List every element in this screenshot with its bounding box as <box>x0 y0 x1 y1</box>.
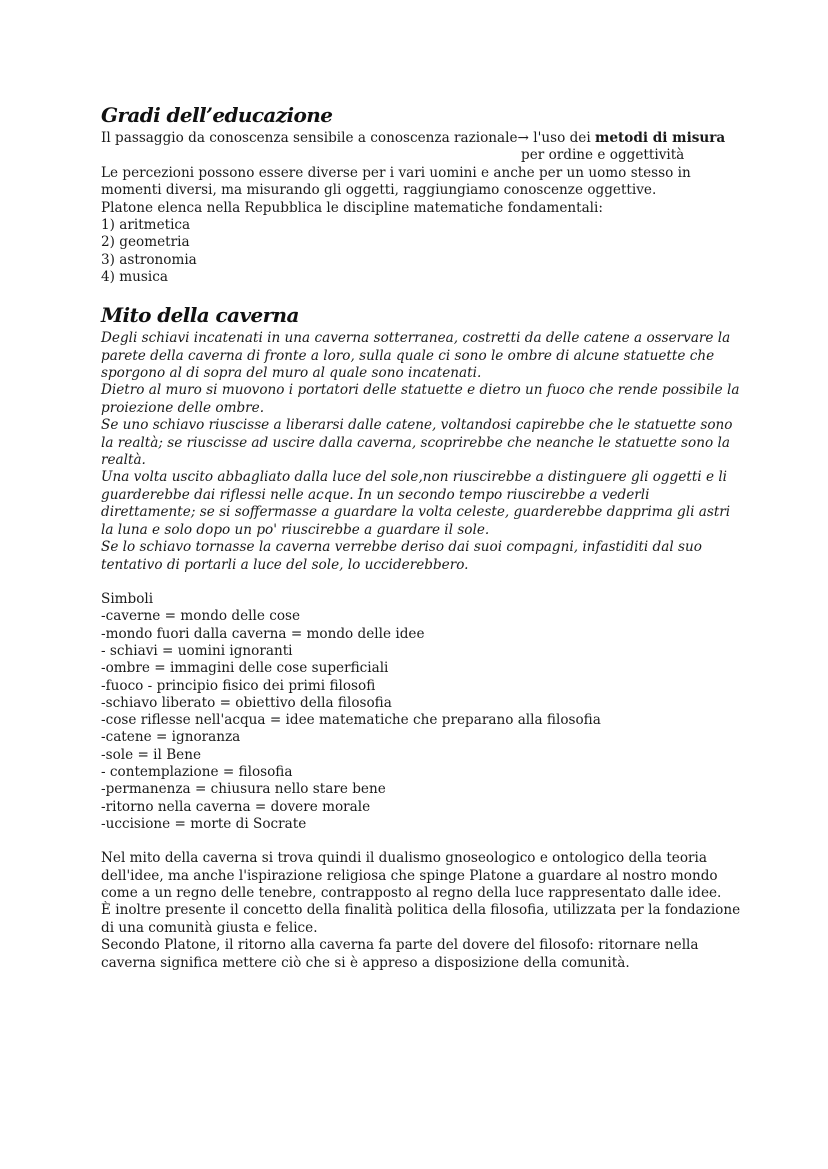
story-line: tentativo di portarli a luce del sole, lo ucciderebbero. <box>101 556 469 573</box>
conclusion-line: di una comunità giusta e felice. <box>101 919 318 936</box>
story-line: direttamente; se si soffermasse a guardare la volta celeste, guarderebbe dapprima gli astri <box>101 504 731 521</box>
spacer <box>101 574 741 591</box>
symbol-item: -uccisione = morte di Socrate <box>101 815 307 832</box>
story-line: Dietro al muro si muovono i portatori delle statuette e dietro un fuoco che rende possibile la <box>101 382 740 399</box>
conclusion-line: Nel mito della caverna si trova quindi il dualismo gnoseologico e ontologico della teoria <box>101 850 707 867</box>
conclusion-line: Secondo Platone, il ritorno alla caverna fa parte del dovere del filosofo: ritornare nella <box>101 937 699 954</box>
spacer <box>101 833 741 850</box>
symbol-item: -schiavo liberato = obiettivo della filosofia <box>101 694 392 711</box>
intro-line <box>101 130 741 147</box>
symbol-item: -ombre = immagini delle cose superficiali <box>101 660 389 677</box>
symbol-item: - schiavi = uomini ignoranti <box>101 642 293 659</box>
story-line: guarderebbe dai riflessi nelle acque. In un secondo tempo riuscirebbe a vederli <box>101 486 650 503</box>
intro-line-text: Il passaggio da conoscenza sensibile a conoscenza razionale→ l'uso dei <box>101 130 595 146</box>
conclusion-line: dell'idee, ma anche l'ispirazione religiosa che spinge Platone a guardare al nostro mondo <box>101 867 718 884</box>
story-line: Se lo schiavo tornasse la caverna verrebbe deriso dai suoi compagni, infastiditi dal suo <box>101 539 702 556</box>
list-item: 2) geometria <box>101 234 190 251</box>
symbol-item: -permanenza = chiusura nello stare bene <box>101 781 386 798</box>
symbol-item: -mondo fuori dalla caverna = mondo delle idee <box>101 625 425 642</box>
conclusion-line: caverna significa mettere ciò che si è appreso a disposizione della comunità. <box>101 954 630 971</box>
intro-bold-term: metodi di misura <box>595 130 726 146</box>
story-line: la realtà; se riuscisse ad uscire dalla caverna, scoprirebbe che neanche le statuette sono la <box>101 434 730 451</box>
intro-subline: per ordine e oggettività <box>521 147 685 164</box>
symbol-item: -caverne = mondo delle cose <box>101 608 301 625</box>
story-line: sporgono al di sopra del muro al quale sono incatenati. <box>101 365 482 382</box>
para-line: Platone elenca nella Repubblica le discipline matematiche fondamentali: <box>101 199 603 216</box>
symbol-item: -sole = il Bene <box>101 746 202 763</box>
story-line: Se uno schiavo riuscisse a liberarsi dalle catene, voltandosi capirebbe che le statuette sono <box>101 417 733 434</box>
para-line: Le percezioni possono essere diverse per i vari uomini e anche per un uomo stesso in <box>101 164 691 181</box>
document-content <box>101 100 741 972</box>
list-item: 4) musica <box>101 268 168 285</box>
section-title-mito: Mito della caverna <box>101 303 299 328</box>
conclusion-line: È inoltre presente il concetto della finalità politica della filosofia, utilizzata per la fondazione <box>101 902 741 919</box>
symbol-item: -ritorno nella caverna = dovere morale <box>101 798 371 815</box>
symbol-item: -fuoco - principio fisico dei primi filosofi <box>101 677 376 694</box>
story-line: proiezione delle ombre. <box>101 399 265 416</box>
story-line: parete della caverna di fronte a loro, sulla quale ci sono le ombre di alcune statuette che <box>101 347 715 364</box>
conclusion-paragraph <box>101 850 741 972</box>
disciplines-list <box>101 217 741 286</box>
symbols-heading: Simboli <box>101 590 154 607</box>
myth-story <box>101 330 741 574</box>
story-line: Degli schiavi incatenati in una caverna sotterranea, costretti da delle catene a osservare la <box>101 330 731 347</box>
symbol-item: -cose riflesse nell'acqua = idee matematiche che preparano alla filosofia <box>101 712 601 729</box>
symbol-item: -catene = ignoranza <box>101 729 241 746</box>
symbol-item: - contemplazione = filosofia <box>101 763 293 780</box>
list-item: 1) aritmetica <box>101 217 191 234</box>
symbols-list <box>101 608 741 833</box>
story-line: realtà. <box>101 452 146 469</box>
para-line: momenti diversi, ma misurando gli oggetti, raggiungiamo conoscenze oggettive. <box>101 182 657 199</box>
story-line: Una volta uscito abbagliato dalla luce del sole,non riuscirebbe a distinguere gli oggetti e li <box>101 469 728 486</box>
list-item: 3) astronomia <box>101 251 197 268</box>
conclusion-line: come a un regno delle tenebre, contrapposto al regno della luce rappresentato dalle idee. <box>101 884 722 901</box>
section-title-gradi: Gradi dell’educazione <box>101 103 333 127</box>
story-line: la luna e solo dopo un po' riuscirebbe a guardare il sole. <box>101 521 490 538</box>
